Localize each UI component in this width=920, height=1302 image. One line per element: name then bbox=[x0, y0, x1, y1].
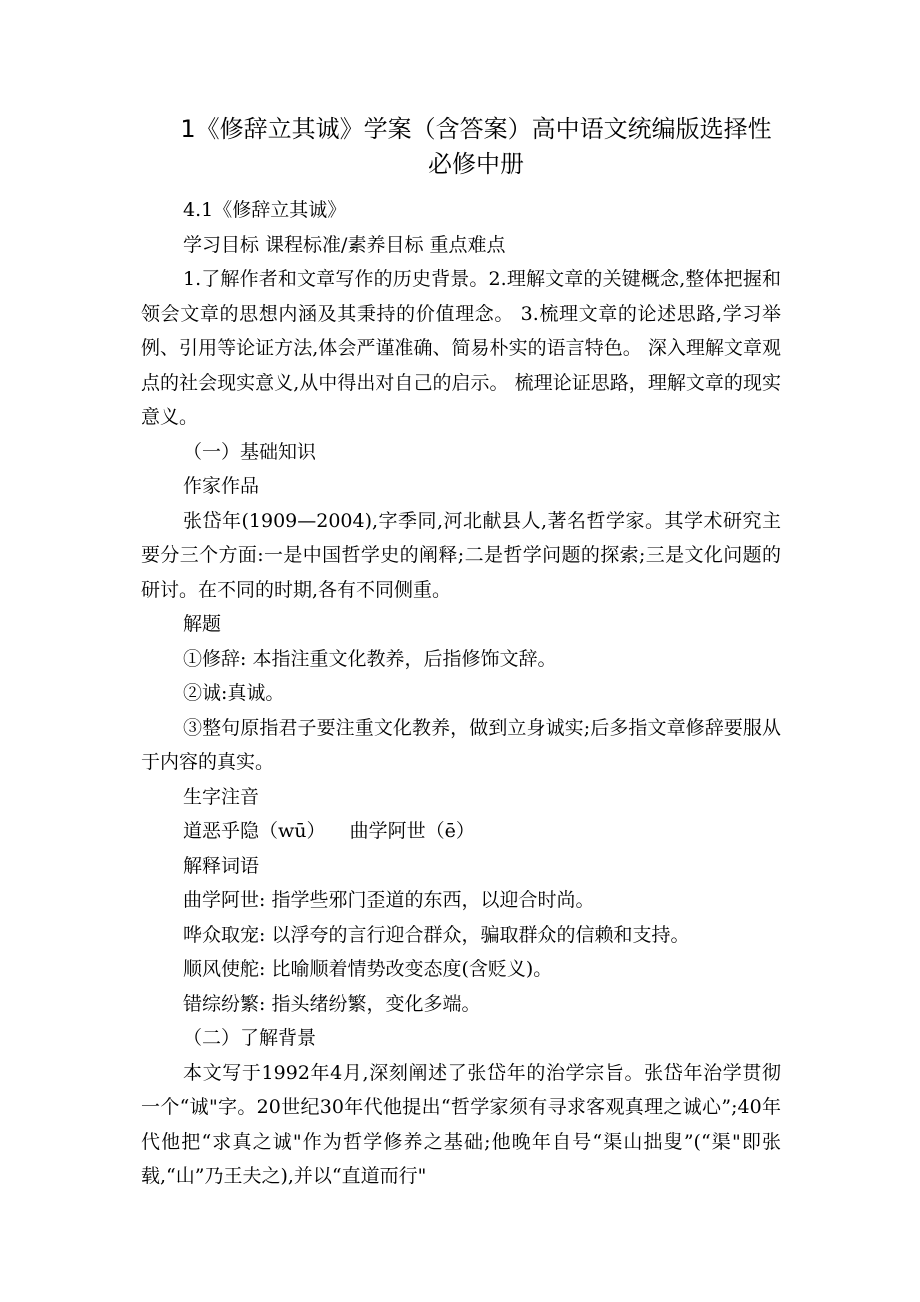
subheading-author-works: 作家作品 bbox=[183, 475, 260, 497]
explanation-item-2: ②诚:真诚。 bbox=[183, 682, 285, 704]
pronunciation-line: 道恶乎隐（wū） 曲学阿世（ē） bbox=[183, 820, 475, 842]
section-heading-background: （二）了解背景 bbox=[183, 1027, 317, 1049]
vocab-item-2: 哗众取宠: 以浮夸的言行迎合群众，骗取群众的信赖和支持。 bbox=[183, 923, 690, 946]
vocab-item-4: 错综纷繁: 指头绪纷繁，变化多端。 bbox=[183, 992, 481, 1015]
objectives-content: 1.了解作者和文章写作的历史背景。2.理解文章的关键概念,整体把握和领会文章的思想内涵及其秉持的价值理念。 3.梳理文章的论述思路,学习举例、引用等论证方法,体会严谨准确、简易朴实的语言特色。 深入理解文章观点的社会现实意义,从中得出对自己的启示。 梳理论证思路，理解文章的现实意义。 bbox=[141, 268, 781, 428]
explanation-item-1: ①修辞: 本指注重文化教养，后指修饰文辞。 bbox=[183, 647, 557, 670]
section-number-heading: 4.1《修辞立其诚》 bbox=[183, 199, 347, 221]
document-title: 1《修辞立其诚》学案（含答案）高中语文统编版选择性必修中册 bbox=[180, 115, 772, 178]
vocab-item-3: 顺风使舵: 比喻顺着情势改变态度(含贬义)。 bbox=[183, 958, 553, 980]
subheading-pronunciation: 生字注音 bbox=[183, 785, 260, 808]
subheading-title-explanation: 解题 bbox=[183, 613, 222, 635]
author-bio-paragraph: 张岱年(1909—2004),字季同,河北献县人,著名哲学家。其学术研究主要分三个方面:一是中国哲学史的阐释;二是哲学问题的探索;三是文化问题的研讨。在不同的时期,各有不同侧重。 bbox=[141, 509, 781, 601]
objectives-header: 学习目标 课程标准/素养目标 重点难点 bbox=[183, 233, 506, 256]
subheading-vocabulary: 解释词语 bbox=[183, 854, 260, 877]
explanation-item-3: ③整句原指君子要注重文化教养，做到立身诚实;后多指文章修辞要服从于内容的真实。 bbox=[141, 716, 781, 773]
section-heading-basics: （一）基础知识 bbox=[183, 440, 317, 463]
background-paragraph: 本文写于1992年4月,深刻阐述了张岱年的治学宗旨。张岱年治学贯彻一个“诚"字。20世纪30年代他提出“哲学家须有寻求客观真理之诚心”;40年代他把“求真之诚"作为哲学修养之基础;他晚年自号“渠山拙叟”(“渠"即张载,“山”乃王夫之),并以“直道而行" bbox=[141, 1061, 781, 1187]
vocab-item-1: 曲学阿世: 指学些邪门歪道的东西，以迎合时尚。 bbox=[183, 889, 595, 911]
document-body bbox=[141, 112, 781, 1194]
